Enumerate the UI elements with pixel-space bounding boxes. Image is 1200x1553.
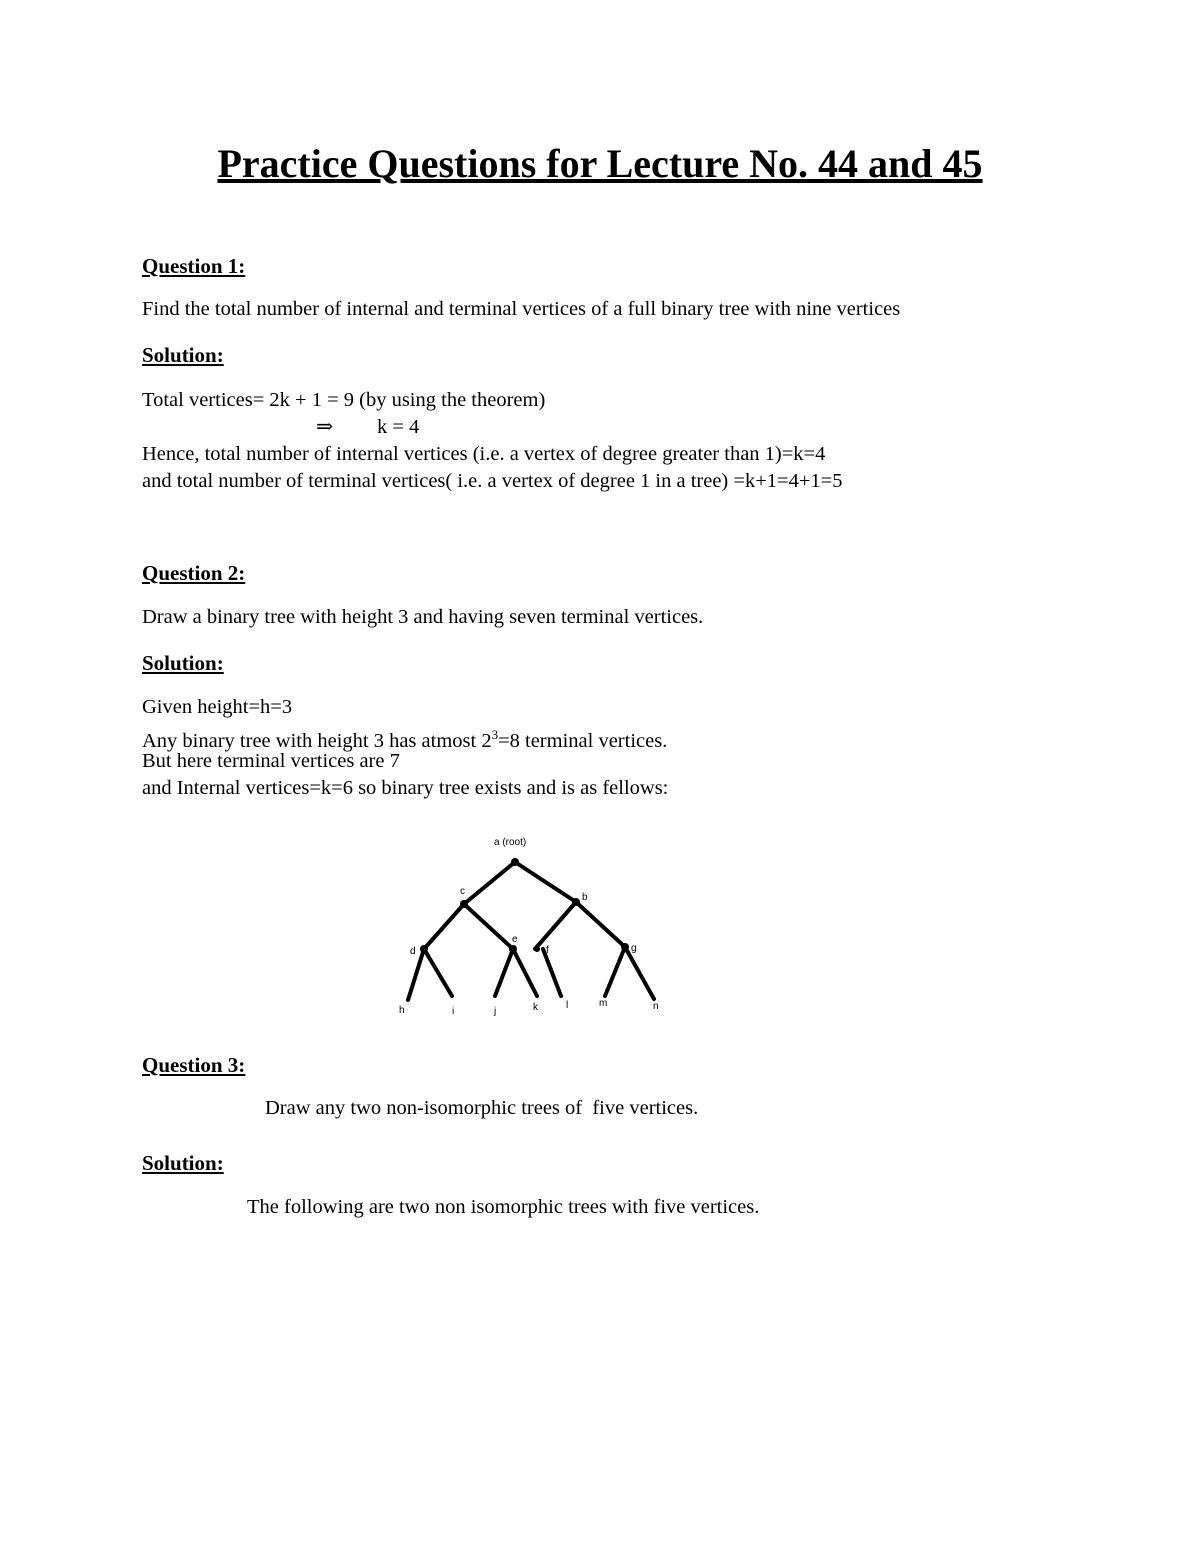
question-2-heading: Question 2: (142, 561, 246, 585)
edge-c-e (464, 904, 513, 949)
solution-3-answer: The following are two non isomorphic trees with five vertices. (247, 1196, 760, 1218)
edge-g-m (605, 947, 625, 996)
solution-2-line-4: and Internal vertices=k=6 so binary tree exists and is as fellows: (142, 777, 669, 799)
edge-g-n (625, 947, 654, 999)
edge-e-k (513, 949, 537, 996)
label-b: b (582, 892, 588, 903)
implies-symbol: ⇒ (316, 416, 334, 438)
node-e (509, 945, 517, 953)
edge-b-f (535, 902, 576, 949)
label-j: j (494, 1006, 497, 1017)
line-2-suffix: =8 terminal vertices. (498, 729, 668, 752)
exponent: 3 (491, 727, 499, 742)
node-b (572, 898, 580, 906)
label-a-root: a (root) (494, 837, 527, 848)
page-title: Practice Questions for Lecture No. 44 and 45 (217, 141, 983, 186)
edge-c-d (424, 904, 464, 949)
node-f (534, 946, 540, 952)
solution-1-line-2: k = 4 (377, 416, 420, 438)
label-d: d (410, 946, 416, 957)
solution-1-line-4: and total number of terminal vertices( i.e. a vertex of degree 1 in a tree) =k+1=4+1=5 (142, 470, 843, 492)
label-n: n (653, 1001, 659, 1012)
question-3-heading: Question 3: (142, 1053, 246, 1077)
edge-a-b (515, 862, 576, 902)
solution-1-line-3: Hence, total number of internal vertices (i.e. a vertex of degree greater than 1)=k=4 (142, 443, 826, 465)
question-2-text: Draw a binary tree with height 3 and having seven terminal vertices. (142, 606, 704, 628)
node-d (420, 945, 428, 953)
label-f: f (546, 945, 549, 956)
node-a (511, 858, 519, 866)
solution-1-heading: Solution: (142, 343, 224, 367)
solution-2-line-1: Given height=h=3 (142, 696, 293, 718)
solution-2-heading: Solution: (142, 651, 224, 675)
node-g (621, 943, 629, 951)
edge-d-i (424, 949, 452, 996)
edge-b-g (576, 902, 625, 947)
label-h: h (399, 1005, 405, 1016)
edge-a-c (464, 862, 515, 904)
edge-f-l (543, 949, 561, 996)
label-k: k (533, 1002, 538, 1013)
question-3-text: Draw any two non-isomorphic trees of five vertices. (265, 1097, 699, 1119)
label-m: m (599, 998, 608, 1009)
question-1-heading: Question 1: (142, 254, 246, 278)
solution-3-heading: Solution: (142, 1151, 224, 1175)
label-e: e (512, 934, 518, 945)
label-c: c (460, 886, 465, 897)
question-1-text: Find the total number of internal and terminal vertices of a full binary tree with nine vertices (142, 298, 901, 320)
node-c (460, 900, 468, 908)
label-l: l (566, 1000, 569, 1011)
label-g: g (631, 943, 637, 954)
edge-e-j (495, 949, 513, 996)
binary-tree-diagram (390, 828, 670, 1028)
solution-2-line-3: But here terminal vertices are 7 (142, 750, 400, 772)
label-i: i (452, 1006, 455, 1017)
solution-1-line-1: Total vertices= 2k + 1 = 9 (by using the theorem) (142, 389, 546, 411)
line-2-prefix: Any binary tree with height 3 has atmost 2 (142, 729, 492, 752)
